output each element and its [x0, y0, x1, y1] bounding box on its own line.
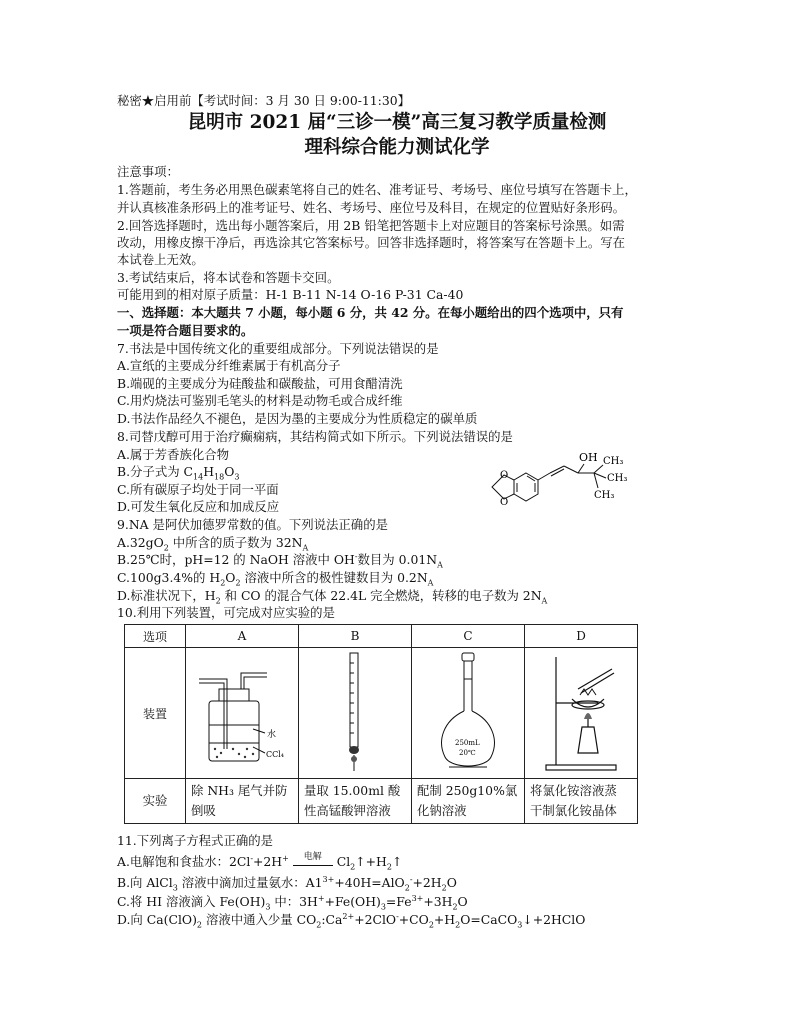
svg-text:O: O	[500, 470, 509, 481]
table-header-d: D	[525, 625, 638, 648]
q7-option-c: C.用灼烧法可鉴别毛笔头的材料是动物毛或合成纤维	[117, 393, 403, 408]
apparatus-a-cell	[186, 648, 299, 779]
q9-stem: 9.NA 是阿伏加德罗常数的值。下列说法正确的是	[117, 517, 388, 532]
mol-oh-label: OH	[579, 451, 598, 464]
experiment-b: 量取 15.00ml 酸 性高锰酸钾溶液	[299, 779, 412, 824]
note-1b: 并认真核准条形码上的准考证号、姓名、考场号、座位号及科目，在规定的位置贴好条形码。	[117, 200, 626, 215]
q7-stem: 7.书法是中国传统文化的重要组成部分。下列说法错误的是	[117, 341, 439, 356]
q9-option-c: C.100g3.4%的 $H_2O_2$ 溶液中所含的极性键数目为 $0.2N_A$	[117, 570, 434, 588]
table-header-c: C	[412, 625, 525, 648]
atomic-masses: 可能用到的相对原子质量：H-1 B-11 N-14 O-16 P-31 Ca-40	[117, 287, 464, 302]
exam-title: 昆明市 2021 届“三诊一模”高三复习教学质量检测	[187, 112, 607, 133]
apparatus-b-cell	[299, 648, 412, 779]
row-label-apparatus: 装置	[125, 648, 186, 779]
note-2a: 2.回答选择题时，选出每小题答案后，用 2B 铅笔把答题卡上对应题目的答案标号涂黑。如需	[117, 218, 625, 233]
label-ccl4: CCl₄	[266, 749, 285, 759]
q8-stem: 8.司替戊醇可用于治疗癫痫病，其结构简式如下所示。下列说法错误的是	[117, 429, 513, 444]
table-header-a: A	[186, 625, 299, 648]
burette-drawing	[300, 649, 410, 775]
q10-stem: 10.利用下列装置，可完成对应实验的是	[117, 605, 335, 620]
note-2b: 改动，用橡皮擦干净后，再选涂其它答案标号。回答非选择题时，将答案写在答题卡上。写在	[117, 235, 626, 250]
q11-stem: 11.下列离子方程式正确的是	[117, 833, 274, 848]
exam-subtitle: 理科综合能力测试化学	[304, 137, 490, 158]
q9-option-d: D.标准状况下，$H_2$ 和 CO 的混合气体 22.4L 完全燃烧，转移的电子数为 $2N_A$	[117, 588, 548, 606]
q9-option-b: B.25℃时，pH=12 的 NaOH 溶液中 OH-数目为 $0.01N_A$	[117, 551, 443, 570]
notes-heading: 注意事项：	[117, 164, 179, 179]
q7-option-b: B.端砚的主要成分为硅酸盐和碳酸盐，可用食醋清洗	[117, 376, 403, 391]
electrolysis-arrow: 电解	[293, 859, 333, 866]
experiment-a: 除 NH₃ 尾气并防 倒吸	[186, 779, 299, 824]
q8-option-c: C.所有碳原子均处于同一平面	[117, 482, 279, 497]
mol-ch3-label-2: CH₃	[607, 473, 628, 484]
q11-option-b: B.向 AlCl$_3$ 溶液中滴加过量氨水：$A1^{3+}+40H=AlO_2^-+2H_2O$	[117, 874, 457, 893]
table-header-option: 选项	[125, 625, 186, 648]
q11-option-d: D.向 $Ca(ClO)_2$ 溶液中通入少量 $CO_2:Ca^{2+}+2ClO^-+CO_2+H_2O=CaCO_3↓+2HClO$	[117, 911, 586, 930]
evaporation-setup-drawing	[526, 649, 636, 775]
row-label-experiment: 实验	[125, 779, 186, 824]
mol-ch3-label-3: CH₃	[594, 490, 615, 501]
stiripentol-structure	[478, 451, 643, 513]
q8-option-d: D.可发生氧化反应和加成反应	[117, 499, 280, 514]
volumetric-flask-drawing	[413, 649, 523, 775]
mol-ch3-label-1: CH₃	[603, 456, 624, 467]
flask-label-volume: 250mL	[455, 738, 480, 747]
q8-option-a: A.属于芳香族化合物	[117, 447, 230, 462]
q8-option-b: B.分子式为 $C_{14}H_{18}O_3$	[117, 464, 240, 482]
label-water: 水	[267, 729, 277, 740]
note-3: 3.考试结束后，将本试卷和答题卡交回。	[117, 270, 340, 285]
flask-label-temp: 20℃	[459, 748, 476, 757]
experiment-d: 将氯化铵溶液蒸 干制氯化铵晶体	[525, 779, 638, 824]
gas-washing-bottle-drawing	[187, 649, 297, 775]
table-header-b: B	[299, 625, 412, 648]
svg-text:O: O	[500, 497, 509, 508]
apparatus-d-cell	[525, 648, 638, 779]
experiment-c: 配制 250g10%氯 化钠溶液	[412, 779, 525, 824]
benzene-ring	[514, 473, 538, 501]
q7-option-a: A.宣纸的主要成分纤维素属于有机高分子	[117, 358, 341, 373]
q10-table	[124, 624, 638, 824]
q7-option-d: D.书法作品经久不褪色，是因为墨的主要成分为性质稳定的碳单质	[117, 411, 478, 426]
q9-option-a: $A.32gO_2$ 中所含的质子数为 $32N_A$	[117, 535, 309, 553]
note-1a: 1.答题前，考生务必用黑色碳素笔将自己的姓名、准考证号、考场号、座位号填写在答题卡上，	[117, 182, 637, 197]
q11-option-c: C.将 HI 溶液滴入 $Fe(OH)_3$ 中：$3H^++Fe(OH)_3=Fe^{3+}+3H_2O$	[117, 893, 468, 912]
secret-line: 秘密★启用前【考试时间：3 月 30 日 9:00-11:30】	[117, 93, 410, 108]
section-heading-1: 一、选择题：本大题共 7 小题，每小题 6 分，共 42 分。在每小题给出的四个选项中，只有	[117, 305, 624, 320]
note-2c: 本试卷上无效。	[117, 252, 204, 267]
section-heading-2: 一项是符合题目要求的。	[117, 323, 254, 338]
q11-option-a: A.电解饱和食盐水：2Cl-+2H+ 电解 $Cl_2↑+H_2↑$	[117, 852, 403, 872]
apparatus-c-cell	[412, 648, 525, 779]
